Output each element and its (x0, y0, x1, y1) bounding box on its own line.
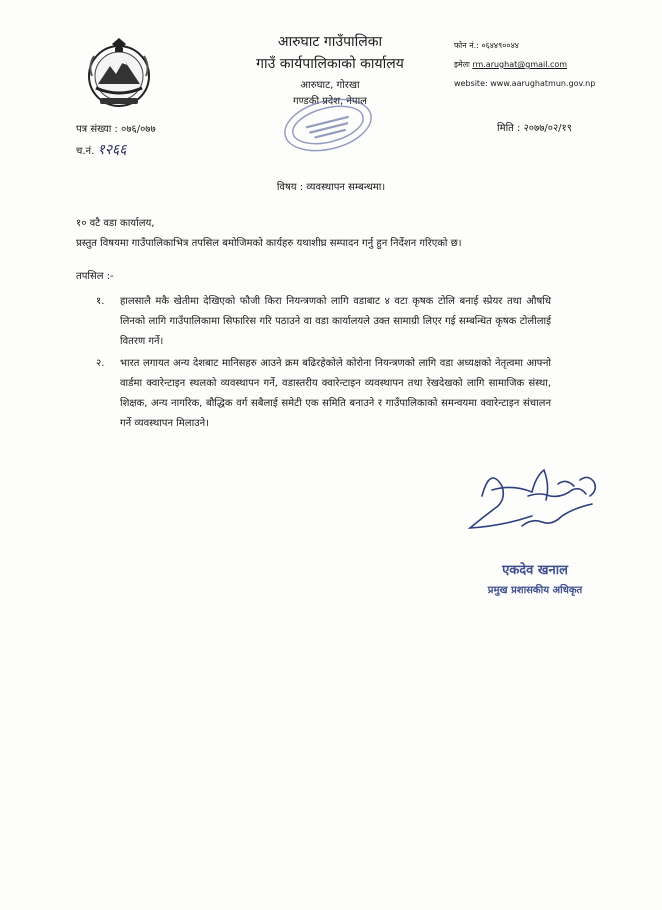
item-number: १. (96, 296, 105, 307)
item-text: हालसालै मकै खेतीमा देखिएको फौजी किरा नियन्त्रणको लागि वडाबाट ४ वटा कृषक टोलि बनाई स्प्रेयर तथा औषधि लिनको लागि गाउँपालिकामा सिफारिस गरि पठाउने वा वडा कार्यालयले उक्त सामाग्री लिएर गई सम्बन्धित कृषक टोलीलाई वितरण गर्ने। (120, 296, 551, 347)
reference-block (76, 120, 156, 162)
item-number: २. (96, 358, 105, 369)
email-label: इमेलः (454, 60, 470, 69)
chalani-number: १२६६ (97, 142, 127, 158)
website-label: website: (454, 79, 488, 88)
list-item (96, 292, 551, 352)
tapasil-label: तपसिल :- (76, 271, 114, 282)
contact-block (454, 36, 595, 93)
chalani-line (76, 140, 156, 162)
intro-paragraph: प्रस्तुत विषयमा गाउँपालिकाभित्र तपसिल बमोजिमको कार्यहरु यथाशीघ्र सम्पादन गर्नु हुन निर्देशन गरिएको छ। (76, 238, 462, 249)
date-line (497, 120, 572, 134)
email-line (454, 55, 595, 74)
handwritten-signature-icon (462, 456, 612, 546)
patra-sankhya-line (76, 120, 156, 140)
phone-value: ०६४४९००४४ (481, 41, 519, 50)
subject-text: व्यवस्थापन सम्बन्धमा। (306, 182, 386, 193)
signer-title: प्रमुख प्रशासकीय अधिकृत (487, 585, 583, 596)
nepal-emblem-icon (82, 36, 156, 110)
email-link[interactable]: rm.arughat@gmail.com (472, 60, 568, 69)
phone-label: फोन नं.: (454, 41, 479, 50)
subject-label: विषय : (276, 182, 304, 193)
org-name: आरुघाट गाउँपालिका (277, 34, 383, 50)
addressee: १० वटै वडा कार्यालय, (76, 218, 155, 229)
patra-sankhya-value: ०७६/०७७ (121, 124, 156, 135)
item-text: भारत लगायत अन्य देशबाट मानिसहरु आउने क्रम बढिरहेकोले कोरोना नियन्त्रणको लागि वडा अध्यक्षको नेतृत्वमा आफ्नो वार्डमा क्वारेन्टाइन स्थलको व्यवस्थापन गर्ने, वडास्तरीय क्वारेन्टाइन व्यवस्थापन तथा रेखदेखको लागि सामाजिक संस्था, शिक्षक, अन्य नागरिक, बौद्धिक वर्ग सबैलाई समेटी एक समिति बनाउने र गाउँपालिकाको समन्वयमा क्वारेन्टाइन संचालन गर्ने व्यवस्थापन मिलाउने। (120, 358, 551, 429)
signer-name: एकदेव खनाल (502, 563, 568, 578)
office-stamp-icon (278, 96, 378, 154)
office-province: गण्डकी प्रदेश, नेपाल (293, 96, 367, 107)
addressee-block (76, 214, 462, 254)
office-location: आरुघाट, गोरखा (300, 80, 360, 91)
instruction-list (96, 292, 551, 436)
office-name: गाउँ कार्यपालिकाको कार्यालय (256, 56, 404, 72)
date-value: २०७७/०२/१९ (523, 123, 572, 134)
phone-line (454, 36, 595, 55)
signer-block (470, 560, 600, 596)
subject-line (0, 179, 662, 193)
list-item (96, 354, 551, 434)
date-label: मिति : (497, 123, 521, 134)
website-line (454, 74, 595, 93)
patra-sankhya-label: पत्र संख्या : (76, 124, 118, 135)
chalani-label: च.नं. (76, 146, 95, 157)
website-link[interactable]: www.aarughatmun.gov.np (490, 79, 596, 88)
